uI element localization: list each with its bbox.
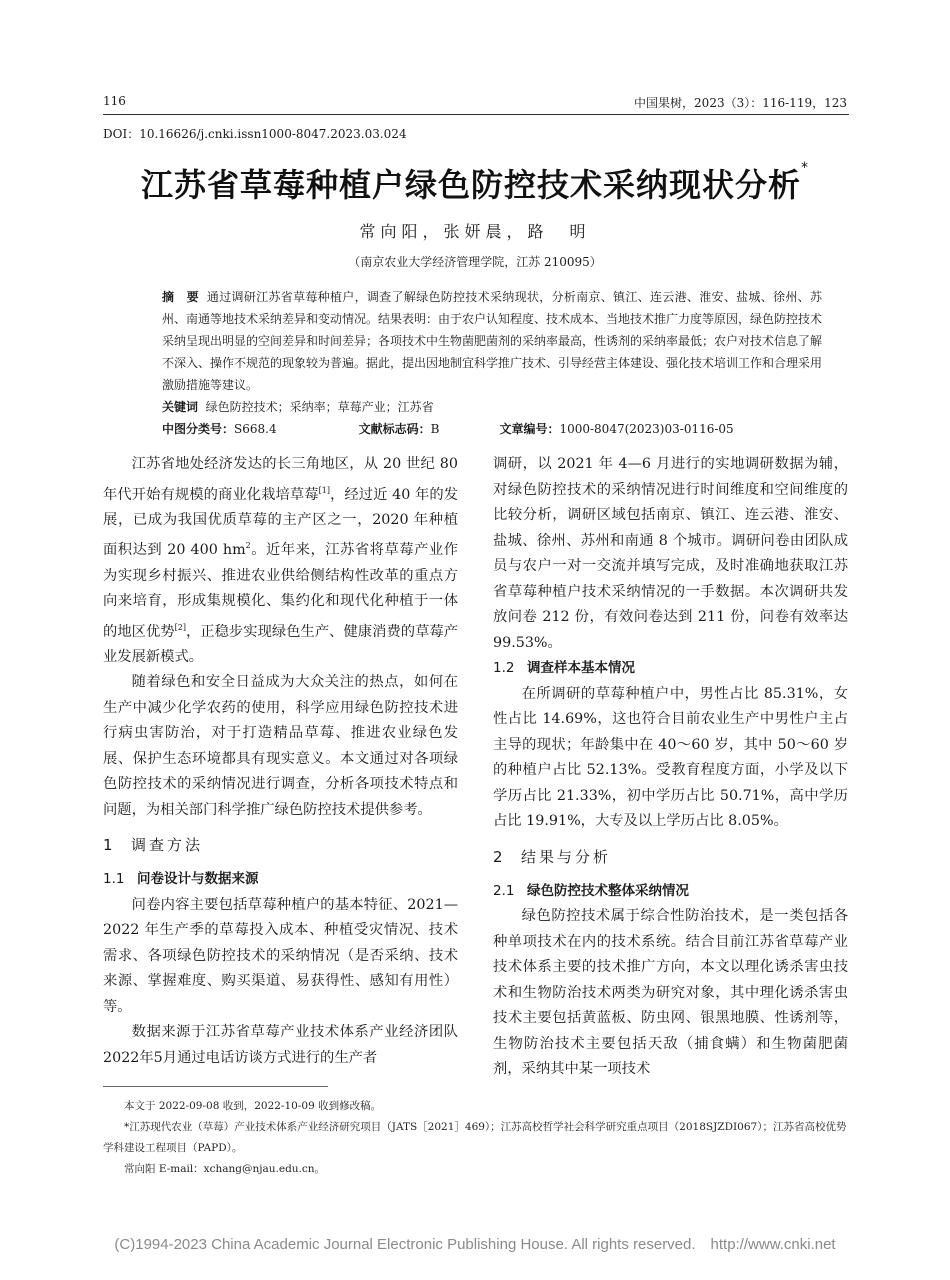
subsection-heading bbox=[493, 879, 848, 905]
article-number-label: 文章编号： bbox=[499, 422, 560, 436]
paragraph: 在所调研的草莓种植户中，男性占比 85.31%，女性占比 14.69%，这也符合目前农业生产中男性户主占主导的现状；年龄集中在 40～60 岁，其中 50～60 岁的种植户占比 52.13%。受教育程度方面，小学及以下学历占比 21.33%，初中学历占比 50.71%，高中学历占比 19.91%，大专及以上学历占比 8.05%。 bbox=[493, 685, 848, 829]
article-title bbox=[0, 160, 950, 206]
subsection-number: 2.1 bbox=[493, 882, 515, 899]
subsection-number: 1.2 bbox=[493, 660, 515, 676]
paragraph: 数据来源于江苏省草莓产业技术体系产业经济团队2022年5月通过电话访谈方式进行的生产者 bbox=[103, 1024, 458, 1066]
footnote-contact: 常向阳 E-mail：xchang@njau.edu.cn。 bbox=[124, 1163, 326, 1175]
authors: 常向阳，张妍晨，路 明 bbox=[359, 222, 591, 241]
keywords bbox=[162, 396, 822, 418]
section-title: 结果与分析 bbox=[521, 847, 612, 866]
section-number: 2 bbox=[493, 847, 503, 866]
keywords-text: 绿色防控技术；采纳率；草莓产业；江苏省 bbox=[205, 400, 434, 414]
abstract-text: 通过调研江苏省草莓种植户，调查了解绿色防控技术采纳现状，分析南京、镇江、连云港、淮安、盐城、徐州、苏州、南通等地技术采纳差异和变动情况。结果表明：由于农户认知程度、技术成本、当地技术推广力度等原因，绿色防控技术采纳呈现出明显的空间差异和时间差异；各项技术中生物菌肥菌剂的采纳率最高，性诱剂的采纳率最低；农户对技术信息了解不深入、操作不规范的现象较为普遍。据此，提出因地制宜科学推广技术、引导经营主体建设、强化技术培训工作和合理采用激励措施等建议。 bbox=[162, 290, 823, 392]
clc-value: S668.4 bbox=[234, 422, 277, 436]
section-heading bbox=[493, 844, 848, 870]
text-run: 。近年来，江苏省将草莓产业作为实现乡村振兴、推进农业供给侧结构性改革的重点方向来培育，形成集规模化、集约化和现代化种植于一体的地区优势 bbox=[103, 542, 458, 640]
section-title: 调查方法 bbox=[131, 836, 204, 855]
footnote-funding: *江苏现代农业（草莓）产业技术体系产业经济研究项目（JATS［2021］469）；江苏高校哲学社会科学研究重点项目（2018SJZDI067）；江苏省高校优势学科建设工程项目（PAPD）。 bbox=[103, 1121, 847, 1154]
subsection-heading bbox=[103, 867, 458, 893]
subsection-heading bbox=[493, 656, 848, 682]
page-number: 116 bbox=[103, 94, 126, 108]
paragraph bbox=[103, 452, 458, 670]
title-footnote-mark: * bbox=[801, 160, 809, 176]
text-run: 江苏省地处经济发达的长三角地区，从 20 世纪 80 年代开始有规模的商业化栽培草莓 bbox=[103, 456, 458, 503]
section-heading bbox=[103, 832, 458, 858]
header-rule bbox=[103, 114, 849, 115]
abstract-label: 摘 要 bbox=[162, 290, 199, 304]
subsection-title: 问卷设计与数据来源 bbox=[137, 871, 259, 888]
subsection-title: 调查样本基本情况 bbox=[527, 660, 635, 676]
doi: DOI：10.16626/j.cnki.issn1000-8047.2023.03.024 bbox=[103, 127, 407, 141]
keywords-label: 关键词 bbox=[162, 400, 199, 414]
paragraph: 绿色防控技术属于综合性防治技术，是一类包括各种单项技术在内的技术系统。结合目前江苏省草莓产业技术体系主要的技术推广方向，本文以理化诱杀害虫技术和生物防治技术两类为研究对象，其中理化诱杀害虫技术主要包括黄蓝板、防虫网、银黑地膜、性诱剂等，生物防治技术主要包括天敌（捕食螨）和生物菌肥菌剂，采纳其中某一项技术 bbox=[493, 908, 848, 1077]
footnote-rule bbox=[103, 1086, 328, 1087]
copyright-watermark: (C)1994-2023 China Academic Journal Electronic Publishing House. All rights reserved. http://www.cnki.net bbox=[114, 1236, 836, 1253]
article-title-text: 江苏省草莓种植户绿色防控技术采纳现状分析 bbox=[140, 166, 801, 204]
abstract bbox=[162, 286, 822, 396]
abstract-block bbox=[162, 286, 822, 440]
classification-line bbox=[162, 418, 822, 440]
subsection-number: 1.1 bbox=[103, 871, 125, 888]
subsection-title: 绿色防控技术整体采纳情况 bbox=[527, 882, 689, 899]
article-number-value: 1000-8047(2023)03-0116-05 bbox=[559, 422, 734, 436]
paragraph: 随着绿色和安全日益成为大众关注的热点，如何在生产中减少化学农药的使用，科学应用绿色防控技术进行病虫害防治，对于打造精品草莓、推进农业绿色发展、保护生态环境都具有现实意义。本文通过对各项绿色防控技术的采纳情况进行调查，分析各项技术特点和问题，为相关部门科学推广绿色防控技术提供参考。 bbox=[103, 674, 458, 818]
superscript: 2 bbox=[245, 541, 251, 551]
body-column-right bbox=[493, 452, 848, 1083]
journal-citation: 中国果树，2023（3）：116-119，123 bbox=[634, 96, 847, 110]
citation: [2] bbox=[174, 622, 186, 632]
body-column-left bbox=[103, 452, 458, 1071]
text-run: ，正稳步实现绿色生产、健康消费的草莓产业发展新模式。 bbox=[103, 623, 459, 665]
text-run: ，经过近 40 年的发展，已成为我国优质草莓的主产区之一，2020 年种植面积达到 20 400 hm bbox=[103, 486, 459, 559]
footnotes bbox=[103, 1096, 849, 1180]
affiliation: （南京农业大学经济管理学院，江苏 210095） bbox=[348, 255, 602, 269]
citation: [1] bbox=[318, 485, 330, 495]
doc-code-label: 文献标志码： bbox=[358, 422, 431, 436]
clc-label: 中图分类号： bbox=[162, 422, 235, 436]
section-number: 1 bbox=[103, 836, 113, 855]
paragraph: 问卷内容主要包括草莓种植户的基本特征、2021—2022 年生产季的草莓投入成本、种植受灾情况、技术需求、各项绿色防控技术的采纳情况（是否采纳、技术来源、掌握难度、购买渠道、易获得性、感知有用性）等。 bbox=[103, 896, 458, 1015]
footnote-received: 本文于 2022-09-08 收到，2022-10-09 收到修改稿。 bbox=[124, 1100, 382, 1112]
paragraph: 调研，以 2021 年 4—6 月进行的实地调研数据为辅，对绿色防控技术的采纳情况进行时间维度和空间维度的比较分析，调研区域包括南京、镇江、连云港、淮安、盐城、徐州、苏州和南通 8 个城市。调研问卷由团队成员与农户一对一交流并填写完成，及时准确地获取江苏省草莓种植户技术采纳情况的一手数据。本次调研共发放问卷 212 份，有效问卷达到 211 份，问卷有效率达 99.53%。 bbox=[493, 456, 848, 651]
doc-code-value: B bbox=[430, 422, 440, 436]
